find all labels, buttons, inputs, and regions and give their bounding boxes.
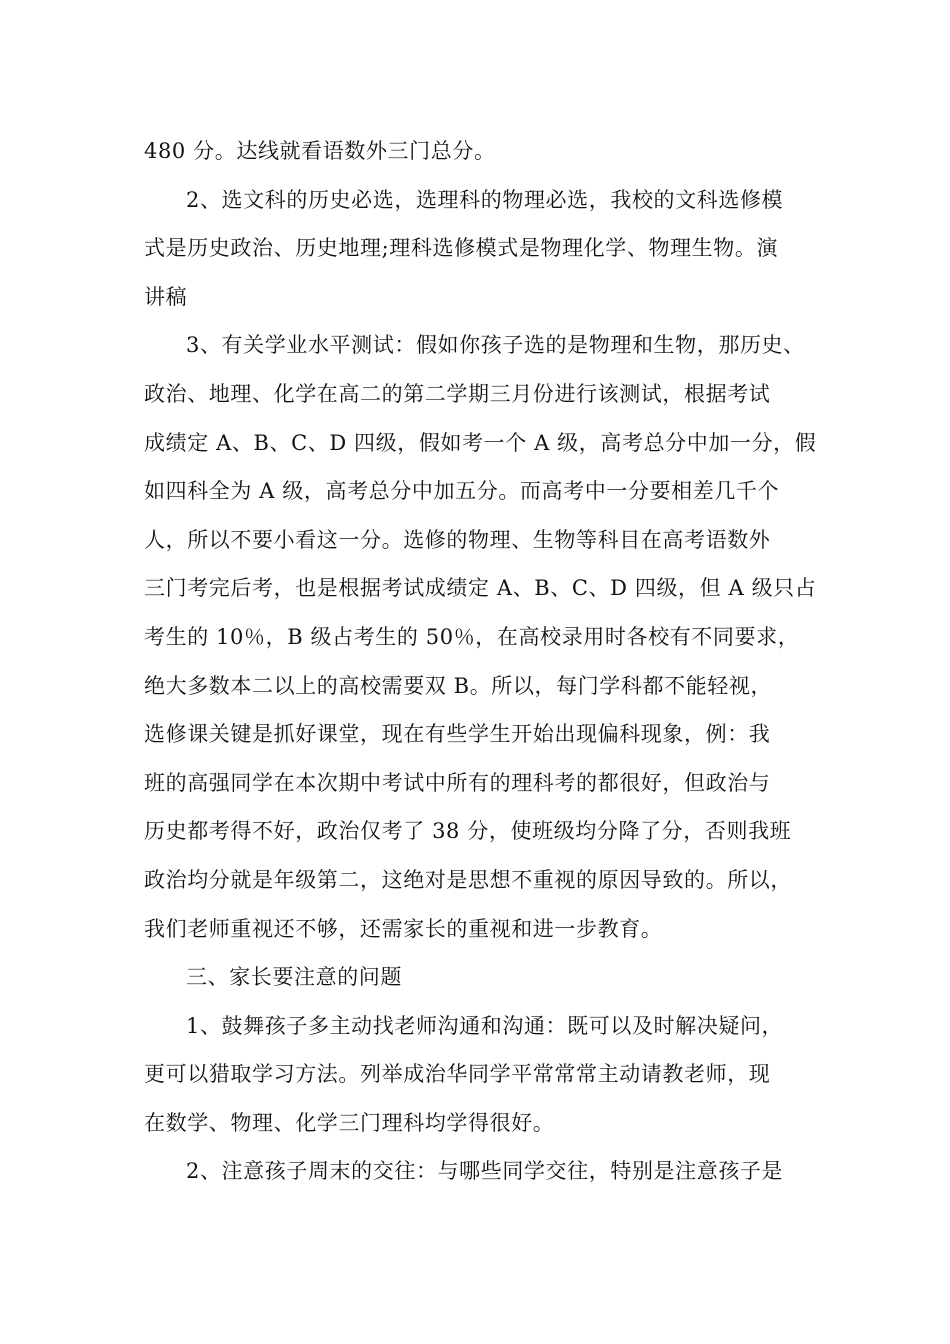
text-line: 1、鼓舞孩子多主动找老师沟通和沟通：既可以及时解决疑问， bbox=[186, 1013, 784, 1038]
text-line: 式是历史政治、历史地理;理科选修模式是物理化学、物理生物。演 bbox=[144, 236, 779, 261]
text-line: 政治、地理、化学在高二的第二学期三月份进行该测试，根据考试 bbox=[144, 381, 771, 406]
text-line: 在数学、物理、化学三门理科均学得很好。 bbox=[144, 1110, 555, 1135]
text-line: 选修课关键是抓好课堂，现在有些学生开始出现偏科现象，例：我 bbox=[144, 722, 771, 747]
text-line: 3、有关学业水平测试：假如你孩子选的是物理和生物，那历史、 bbox=[186, 333, 805, 358]
text-line: 如四科全为 A 级，高考总分中加五分。而高考中一分要相差几千个 bbox=[144, 479, 780, 504]
text-line: 人，所以不要小看这一分。选修的物理、生物等科目在高考语数外 bbox=[144, 527, 771, 552]
text-line: 历史都考得不好，政治仅考了 38 分，使班级均分降了分，否则我班 bbox=[144, 819, 792, 844]
text-line: 三门考完后考，也是根据考试成绩定 A、B、C、D 四级，但 A 级只占 bbox=[144, 576, 817, 601]
text-line: 2、注意孩子周末的交往：与哪些同学交往，特别是注意孩子是 bbox=[186, 1159, 784, 1184]
text-line: 480 分。达线就看语数外三门总分。 bbox=[144, 139, 496, 163]
text-line: 更可以猎取学习方法。列举成治华同学平常常常主动请教老师，现 bbox=[144, 1062, 771, 1087]
document-body bbox=[144, 127, 817, 1196]
text-line: 讲稿 bbox=[144, 284, 188, 309]
text-line: 三、家长要注意的问题 bbox=[186, 965, 402, 990]
text-line: 政治均分就是年级第二，这绝对是思想不重视的原因导致的。所以， bbox=[144, 867, 792, 892]
text-line: 班的高强同学在本次期中考试中所有的理科考的都很好，但政治与 bbox=[144, 770, 771, 795]
text-line: 我们老师重视还不够，还需家长的重视和进一步教育。 bbox=[144, 916, 663, 941]
text-line: 绝大多数本二以上的高校需要双 B。所以，每门学科都不能轻视， bbox=[144, 673, 773, 698]
text-line: 考生的 10％，B 级占考生的 50％，在高校录用时各校有不同要求， bbox=[144, 624, 800, 649]
text-line: 成绩定 A、B、C、D 四级，假如考一个 A 级，高考总分中加一分，假 bbox=[144, 430, 817, 455]
text-line: 2、选文科的历史必选，选理科的物理必选，我校的文科选修模 bbox=[186, 187, 784, 212]
